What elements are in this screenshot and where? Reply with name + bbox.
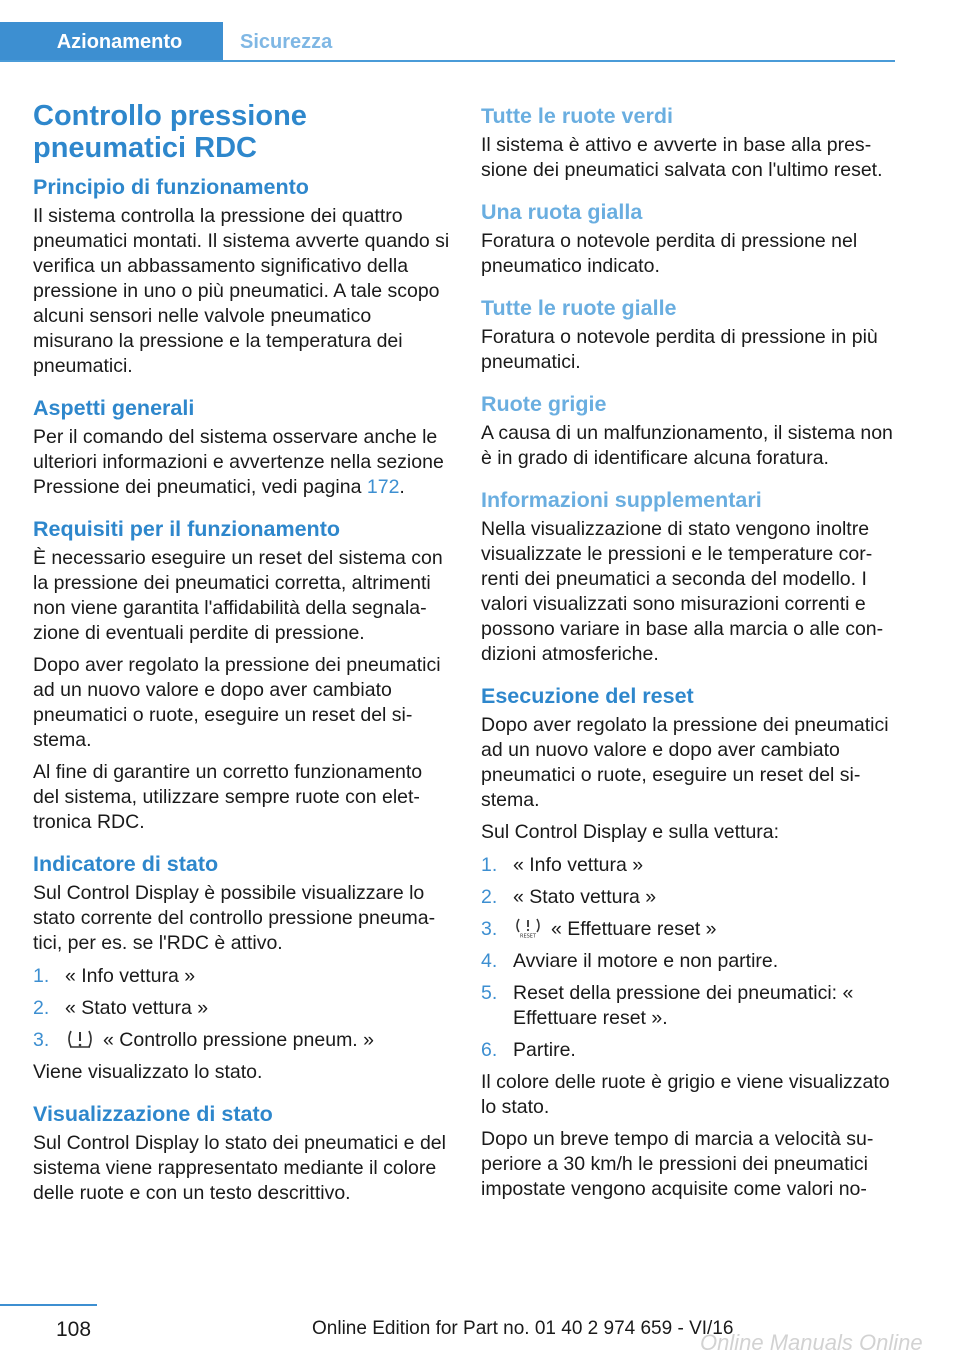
paragraph: Foratura o notevole perdita di pressione in più pneumatici.	[481, 326, 878, 373]
paragraph-text: Per il comando del sistema osservare anche le ulteriori informazioni e avvertenze nella sezione Pressione dei pneumatici, vedi pagina	[33, 426, 444, 498]
list-item	[481, 981, 899, 1031]
header-bar	[0, 0, 960, 62]
paragraph: Il sistema controlla la pressione dei quattro pneumatici montati. Il sistema avverte quando si verifica un abbassamento significativo della pressione in uno o più pneumatici. A tale scopo alcuni sensori nelle valvole pneumatico misurano la pressione e la temperatura dei pneumatici.	[33, 205, 450, 377]
paragraph: Dopo un breve tempo di marcia a velocità superiore a 30 km/h le pressioni dei pneumatici impostate vengono acquisite come valori no-	[481, 1128, 874, 1200]
footer-rule	[0, 1304, 97, 1306]
list-number: 2.	[481, 886, 498, 908]
list-number: 1.	[33, 965, 50, 987]
subsection-heading: Ruote grigie	[481, 392, 607, 416]
subsection-heading: Tutte le ruote verdi	[481, 104, 673, 128]
list-text: Reset della pressione dei pneumatici: « Effettuare reset ».	[513, 982, 854, 1029]
right-column	[481, 103, 899, 1209]
subsection-heading: Tutte le ruote gialle	[481, 296, 677, 320]
list-text: « Controllo pressione pneum. »	[103, 1029, 374, 1051]
list-item	[481, 1038, 899, 1063]
subsection-heading: Una ruota gialla	[481, 200, 643, 224]
tire-pressure-icon	[65, 1029, 95, 1049]
page-link[interactable]: 172	[366, 476, 400, 498]
list-text: « Effettuare reset »	[551, 918, 717, 940]
list-text: « Stato vettura »	[513, 886, 657, 908]
watermark-logo: Online Manuals Online	[700, 1330, 923, 1355]
section-heading: Principio di funzionamento	[33, 175, 309, 199]
header-rule	[0, 60, 895, 62]
list-text: Partire.	[513, 1039, 576, 1061]
paragraph-text: .	[399, 476, 405, 498]
list-number: 5.	[481, 982, 498, 1004]
list-number: 1.	[481, 854, 498, 876]
paragraph: Il colore delle ruote è grigio e viene visualizzato lo stato.	[481, 1071, 890, 1118]
list-text: Avviare il motore e non partire.	[513, 950, 779, 972]
section-heading: Requisiti per il funzionamento	[33, 517, 340, 541]
svg-text:RESET: RESET	[519, 933, 537, 938]
section-heading: Indicatore di stato	[33, 852, 219, 876]
paragraph: Viene visualizzato lo stato.	[33, 1061, 263, 1083]
paragraph: Nella visualizzazione di stato vengono inoltre visualizzate le pressioni e le temperature correnti dei pneumatici a seconda del modello. I valori visualizzati sono misurazioni correnti e possono variare in base alla marcia o alle condizioni atmosferiche.	[481, 518, 884, 665]
steps-list	[481, 853, 899, 1063]
paragraph: Sul Control Display è possibile visualizzare lo stato corrente del controllo pressione pneumatici, per es. se l'RDC è attivo.	[33, 882, 436, 954]
subsection-heading: Informazioni supplementari	[481, 488, 762, 512]
paragraph: Sul Control Display e sulla vettura:	[481, 821, 780, 843]
list-text: « Stato vettura »	[65, 997, 209, 1019]
paragraph: A causa di un malfunzionamento, il sistema non è in grado di identificare alcuna foratura.	[481, 422, 893, 469]
paragraph: Al fine di garantire un corretto funzionamento del sistema, utilizzare sempre ruote con elettronica RDC.	[33, 761, 423, 833]
list-number: 3.	[33, 1029, 50, 1051]
tab-sicurezza[interactable]: Sicurezza	[240, 30, 333, 53]
list-number: 4.	[481, 950, 498, 972]
list-number: 3.	[481, 918, 498, 940]
left-column	[33, 100, 451, 1213]
section-heading: Visualizzazione di stato	[33, 1102, 273, 1126]
tab-azionamento[interactable]: Azionamento	[0, 22, 223, 62]
page-number: 108	[56, 1318, 92, 1341]
page-title: Controllo pressione pneumatici RDC	[33, 100, 307, 164]
paragraph: È necessario eseguire un reset del sistema con la pressione dei pneumatici corretta, altrimenti non viene garantita l'affidabilità della segnalazione di eventuali perdite di pressione.	[33, 547, 443, 644]
steps-list	[33, 964, 451, 1053]
paragraph: Sul Control Display lo stato dei pneumatici e del sistema viene rappresentato mediante il colore delle ruote e con un testo descrittivo.	[33, 1132, 446, 1204]
paragraph: Il sistema è attivo e avverte in base alla pressione dei pneumatici salvata con l'ultimo reset.	[481, 134, 883, 181]
list-text: « Info vettura »	[65, 965, 196, 987]
section-heading: Esecuzione del reset	[481, 684, 694, 708]
list-number: 6.	[481, 1039, 498, 1061]
paragraph	[33, 425, 451, 500]
list-item	[33, 996, 451, 1021]
list-item	[33, 1028, 451, 1053]
paragraph: Dopo aver regolato la pressione dei pneumatici ad un nuovo valore e dopo aver cambiato pneumatici o ruote, eseguire un reset del sistema.	[481, 714, 889, 811]
list-text: « Info vettura »	[513, 854, 644, 876]
list-item	[481, 949, 899, 974]
list-item	[481, 917, 899, 942]
list-item	[481, 853, 899, 878]
list-number: 2.	[33, 997, 50, 1019]
list-item	[481, 885, 899, 910]
tire-pressure-reset-icon	[513, 918, 543, 938]
section-heading: Aspetti generali	[33, 396, 195, 420]
edition-text: Online Edition for Part no. 01 40 2 974 659 - VI/16	[312, 1318, 734, 1339]
paragraph: Foratura o notevole perdita di pressione nel pneumatico indicato.	[481, 230, 858, 277]
list-item	[33, 964, 451, 989]
paragraph: Dopo aver regolato la pressione dei pneumatici ad un nuovo valore e dopo aver cambiato pneumatici o ruote, eseguire un reset del sistema.	[33, 654, 441, 751]
